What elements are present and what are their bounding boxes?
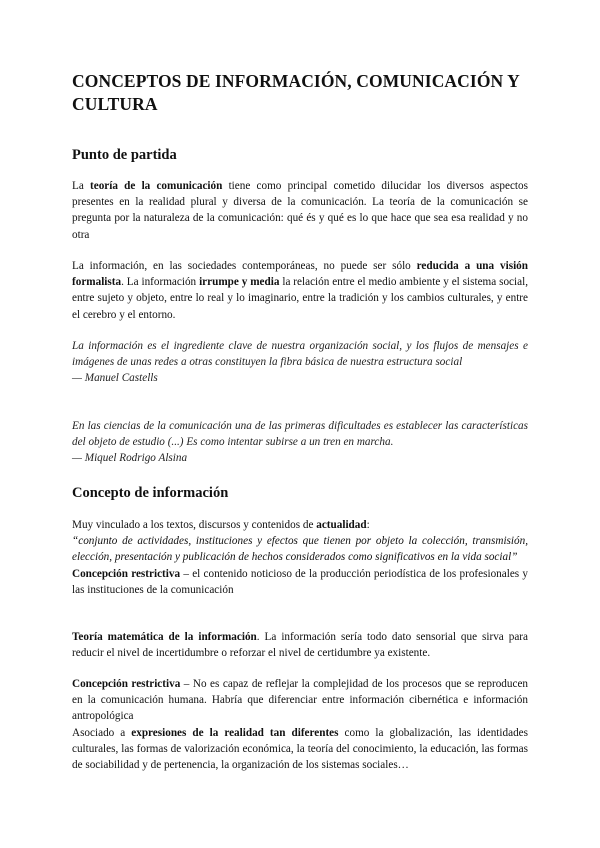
quote-author: — Manuel Castells [72,372,158,385]
section-heading-punto-de-partida: Punto de partida [72,147,177,163]
paragraph-concepcion-restrictiva-1: Concepción restrictiva – el contenido noticioso de la producción periodística de los profesionales y las instituciones de la comunicación [72,567,529,596]
quote-text: La información es el ingrediente clave de nuestra organización social, y los flujos de mensajes e imágenes de unas redes a otras constituyen la fibra básica de nuestra estructura social [72,340,528,369]
paragraph-expresiones-realidad: Asociado a expresiones de la realidad tan diferentes como la globalización, las identidades culturales, las formas de valorización económica, la teoría del conocimiento, la educación, las formas de sociabilidad y de pertenencia, la organización de los sistemas sociales… [72,726,528,772]
paragraph-teoria-matematica: Teoría matemática de la información. La información sería todo dato sensorial que sirva para reducir el nivel de incertidumbre o reforzar el nivel de certidumbre ya existente. [72,631,528,660]
quote-castells [72,338,528,387]
quote-rodrigo-alsina [72,418,528,467]
document-title: CONCEPTOS DE INFORMACIÓN, COMUNICACIÓN Y CULTURA [72,71,520,114]
quote-text: En las ciencias de la comunicación una de las primeras dificultades es establecer las características del objeto de estudio (...) Es como intentar subirse a un tren en marcha. [72,420,528,449]
paragraph-actualidad: Muy vinculado a los textos, discursos y contenidos de actualidad: [72,519,370,531]
section-heading-concepto-informacion: Concepto de información [72,485,229,501]
paragraph-teoria-comunicacion: La teoría de la comunicación tiene como principal cometido dilucidar los diversos aspectos presentes en la realidad plural y diversa de la comunicación. La teoría de la comunicación se pregunta por la naturaleza de la comunicación: qué és y qué es lo que hace que sea esa realidad y no otra [72,180,528,241]
quote-author: — Miquel Rodrigo Alsina [72,452,188,465]
concepto-informacion-block [72,517,528,598]
paragraph-concepcion-restrictiva-2: Concepción restrictiva – No es capaz de reflejar la complejidad de los procesos que se reproducen en la comunicación humana. Habría que diferenciar entre información cibernética e información antropológica [72,678,529,723]
concepcion-restrictiva-block [72,676,528,773]
paragraph-informacion-formalista: La información, en las sociedades contemporáneas, no puede ser sólo reducida a una visión formalista. La información irrumpe y media la relación entre el medio ambiente y el sistema social, entre sujeto y objeto, entre lo real y lo imaginario, entre la tradición y los cambios culturales, y entre el cerebro y el entorno. [72,260,529,321]
quote-definicion: “conjunto de actividades, instituciones y efectos que tienen por objeto la colección, transmisión, elección, presentación y publicación de hechos considerados como significativos en la vida social” [72,535,528,564]
